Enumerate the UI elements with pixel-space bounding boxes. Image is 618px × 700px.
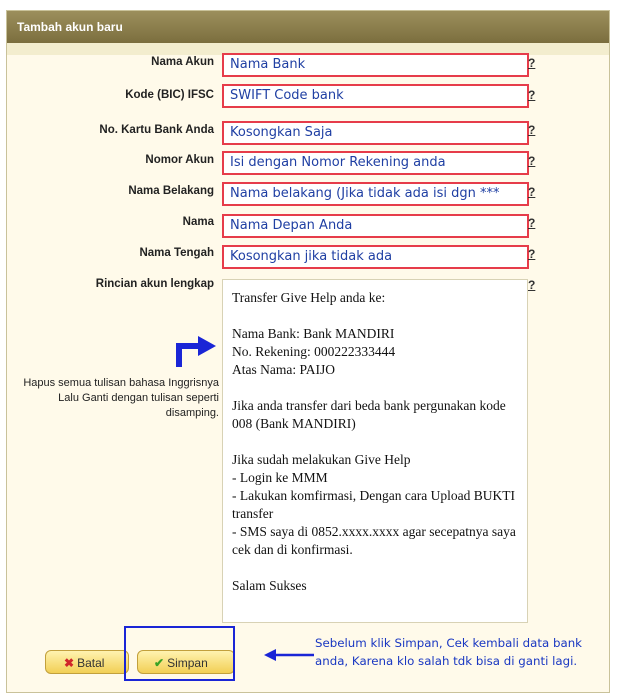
bottom-note-line1: Sebelum klik Simpan, Cek kembali data bank — [315, 636, 583, 650]
cancel-x-icon: ✖ — [64, 656, 75, 670]
nama-tengah-input[interactable]: Kosongkan jika tidak ada — [222, 245, 529, 269]
help-nama-akun[interactable]: ? — [528, 56, 536, 70]
nama-belakang-input[interactable]: Nama belakang (Jika tidak ada isi dgn *** — [222, 182, 529, 206]
label-kode-bic: Kode (BIC) IFSC — [125, 89, 214, 101]
rincian-textarea[interactable]: Transfer Give Help anda ke: Nama Bank: Bank MANDIRI No. Rekening: 000222333444 Atas Nama: PAIJO Jika anda transfer dari beda bank pergunakan kode 008 (Bank MANDIRI) Jika sudah melakukan Give Help - Login ke MMM - Lakukan komfirmasi, Dengan cara Upload BUKTI transfer - SMS saya di 0852.xxxx.xxxx agar secepatnya saya cek dan di konfirmasi. Salam Sukses — [222, 279, 528, 623]
help-nama-tengah[interactable]: ? — [528, 247, 536, 261]
bottom-note-line2: anda, Karena klo salah tdk bisa di ganti lagi. — [315, 654, 578, 668]
bent-arrow-icon — [170, 327, 220, 371]
help-nama-belakang[interactable]: ? — [528, 185, 536, 199]
help-nama[interactable]: ? — [528, 216, 536, 230]
save-button-label: Simpan — [167, 656, 208, 670]
help-kode-bic[interactable]: ? — [528, 88, 536, 102]
nomor-akun-input[interactable]: Isi dengan Nomor Rekening anda — [222, 151, 529, 175]
nama-akun-input[interactable]: Nama Bank — [222, 53, 529, 77]
save-highlight-box — [124, 626, 235, 681]
label-nama: Nama — [182, 216, 214, 228]
checkmark-icon: ✔ — [154, 656, 165, 670]
cancel-button-label: Batal — [77, 656, 105, 670]
help-nomor-akun[interactable]: ? — [528, 154, 536, 168]
label-nama-akun: Nama Akun — [151, 56, 214, 68]
label-nama-belakang: Nama Belakang — [128, 185, 214, 197]
label-nama-tengah: Nama Tengah — [139, 247, 214, 259]
cancel-button[interactable] — [45, 650, 129, 674]
label-rincian: Rincian akun lengkap — [95, 278, 214, 290]
nama-input[interactable]: Nama Depan Anda — [222, 214, 529, 238]
left-arrow-icon — [264, 648, 316, 662]
label-nomor-akun: Nomor Akun — [145, 154, 214, 166]
no-kartu-input[interactable]: Kosongkan Saja — [222, 121, 529, 145]
help-no-kartu[interactable]: ? — [528, 123, 536, 137]
help-rincian[interactable]: ? — [528, 278, 536, 292]
kode-bic-input[interactable]: SWIFT Code bank — [222, 84, 529, 108]
side-note: Hapus semua tulisan bahasa Inggrisnya Lalu Ganti dengan tulisan seperti disamping. — [23, 377, 219, 419]
bottom-note — [315, 634, 615, 670]
label-no-kartu: No. Kartu Bank Anda — [99, 124, 214, 136]
add-account-dialog — [6, 10, 610, 693]
dialog-title: Tambah akun baru — [7, 11, 609, 43]
